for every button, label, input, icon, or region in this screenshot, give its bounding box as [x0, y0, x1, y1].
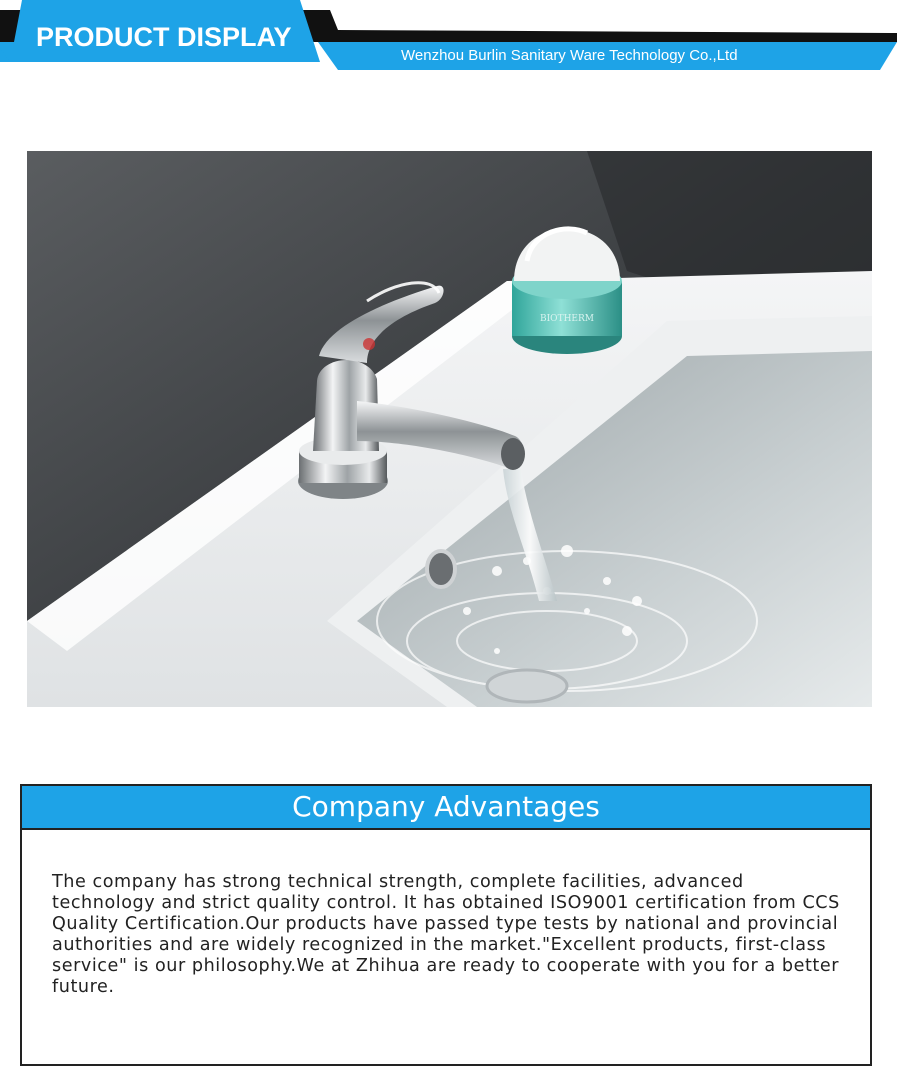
advantages-text: The company has strong technical strength, complete facilities, advanced technology and strict quality control. It has obtained ISO9001 certification from CCS Quality Certification.Our products have passed type tests by national and provincial authorities and are widely recognized in the market."Excellent products, first-class service" is our philosophy.We at Zhihua are ready to cooperate with you for a better future.	[52, 872, 840, 997]
jar-brand-label: BIOTHERM	[540, 314, 594, 324]
company-advantages-section	[20, 784, 872, 1066]
header-banner	[0, 0, 897, 80]
banner-title: PRODUCT DISPLAY	[36, 22, 292, 52]
section-heading: Company Advantages	[22, 786, 870, 830]
product-photo	[27, 151, 872, 707]
company-name: Wenzhou Burlin Sanitary Ware Technology Co.,Ltd	[401, 47, 738, 64]
